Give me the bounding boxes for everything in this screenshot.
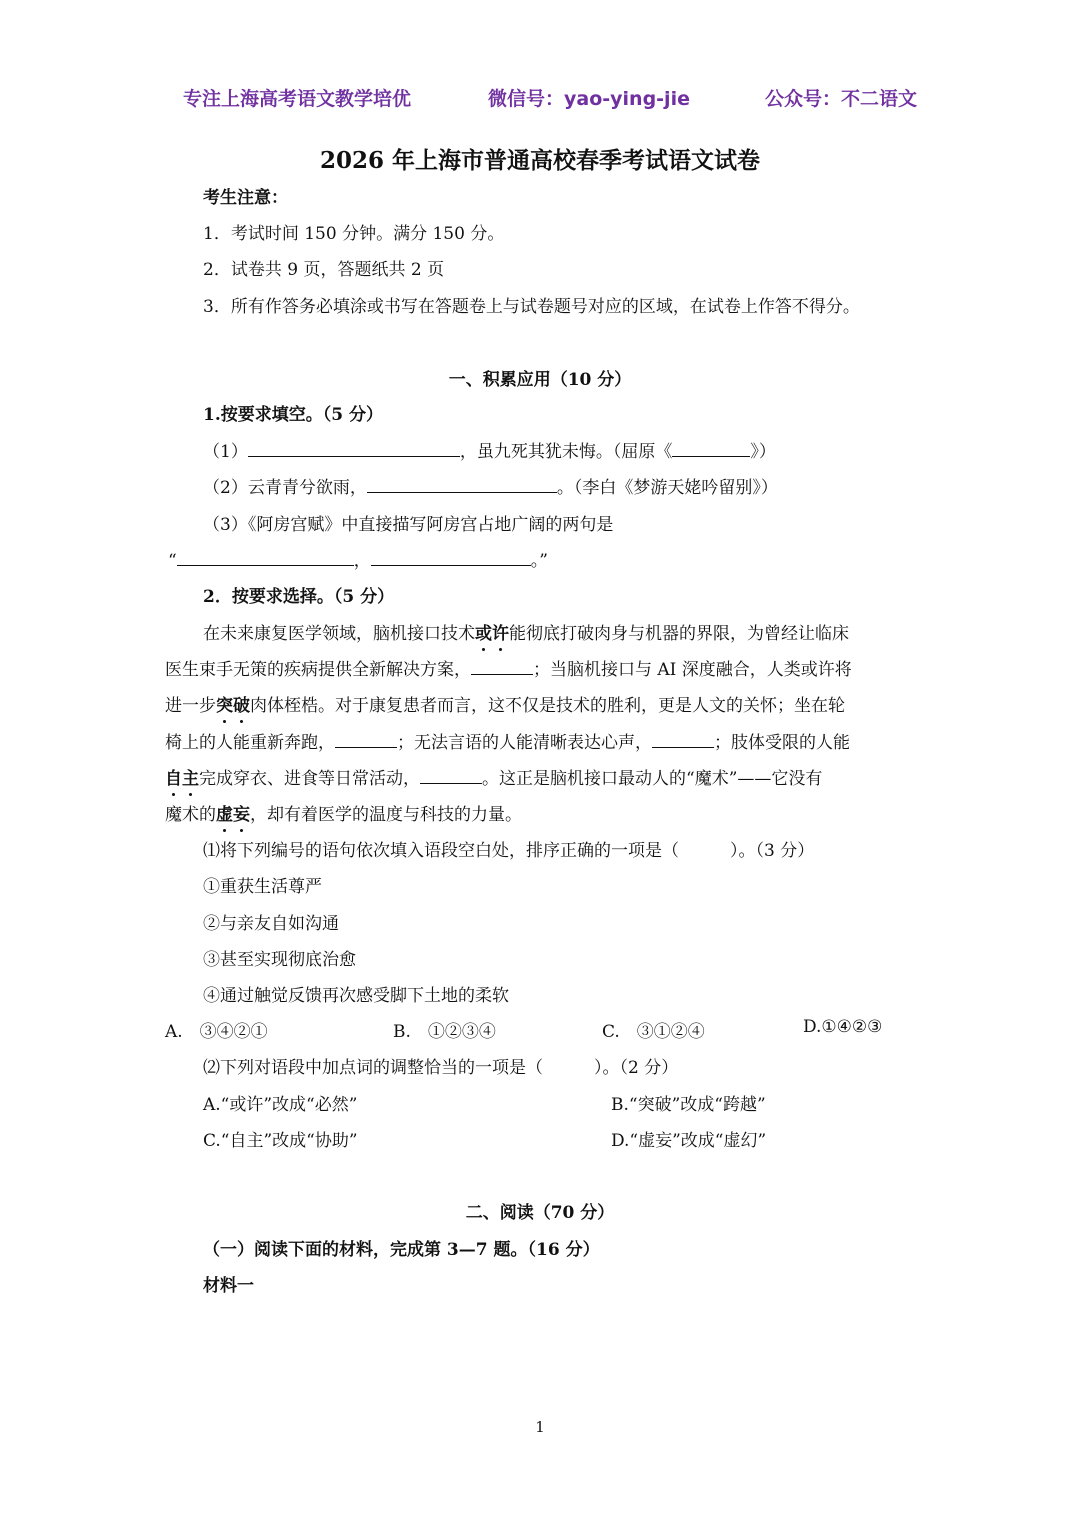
q2-passage-line-6: 魔术的虚妄，却有着医学的温度与科技的力量。 bbox=[165, 805, 522, 825]
answer-blank[interactable] bbox=[471, 657, 533, 675]
notice-item-2: 2．试卷共 9 页，答题纸共 2 页 bbox=[203, 260, 445, 280]
q1-line-3: （3）《阿房宫赋》中直接描写阿房宫占地广阔的两句是 bbox=[203, 515, 614, 535]
q1-line-2: （2）云青青兮欲雨， 。（李白《梦游天姥吟留别》） bbox=[203, 473, 778, 498]
q2-passage-line-3: 进一步突破肉体桎梏。对于康复患者而言，这不仅是技术的胜利，更是人文的关怀；坐在轮 bbox=[165, 696, 845, 716]
option-d[interactable]: D.①④②③ bbox=[803, 1017, 883, 1037]
answer-blank[interactable] bbox=[367, 475, 557, 493]
q2-passage-line-4: 椅上的人能重新奔跑， ；无法言语的人能清晰表达心声， ；肢体受限的人能 bbox=[165, 728, 850, 753]
header-wechat-text: 微信号：yao-ying-jie bbox=[488, 88, 690, 110]
answer-blank[interactable] bbox=[371, 548, 531, 566]
reading-part-1-heading: （一）阅读下面的材料，完成第 3—7 题。（16 分） bbox=[203, 1240, 600, 1260]
sentence-3: ③甚至实现彻底治愈 bbox=[203, 950, 356, 970]
answer-blank[interactable] bbox=[177, 548, 354, 566]
header-left-text: 专注上海高考语文教学培优 bbox=[183, 88, 412, 110]
material-1-label: 材料一 bbox=[203, 1276, 254, 1296]
sub2-option-c[interactable]: C.“自主”改成“协助” bbox=[203, 1131, 358, 1151]
sentence-4: ④通过触觉反馈再次感受脚下土地的柔软 bbox=[203, 986, 509, 1006]
notice-item-3: 3．所有作答务必填涂或书写在答题卷上与试卷题号对应的区域，在试卷上作答不得分。 bbox=[203, 297, 860, 317]
answer-blank[interactable] bbox=[652, 730, 714, 748]
section2-heading: 二、阅读（70 分） bbox=[465, 1203, 615, 1223]
answer-blank[interactable] bbox=[672, 439, 750, 457]
option-b[interactable]: B. ①②③④ bbox=[393, 1022, 496, 1042]
option-c[interactable]: C. ③①②④ bbox=[602, 1022, 705, 1042]
dotted-word-xuwang: 虚妄 bbox=[216, 805, 250, 825]
q2-heading: 2．按要求选择。（5 分） bbox=[203, 587, 395, 607]
answer-blank[interactable] bbox=[420, 766, 482, 784]
answer-blank[interactable] bbox=[335, 730, 397, 748]
sub2-option-d[interactable]: D.“虚妄”改成“虚幻” bbox=[611, 1131, 767, 1151]
sub2-option-b[interactable]: B.“突破”改成“跨越” bbox=[611, 1095, 766, 1115]
q2-passage-line-1: 在未来康复医学领域，脑机接口技术或许能彻底打破肉身与机器的界限，为曾经让临床 bbox=[203, 624, 849, 644]
answer-blank[interactable] bbox=[248, 439, 460, 457]
q2-passage-line-5: 自主完成穿衣、进食等日常活动， 。这正是脑机接口最动人的“魔术”——它没有 bbox=[165, 764, 822, 789]
q2-passage-line-2: 医生束手无策的疾病提供全新解决方案， ；当脑机接口与 AI 深度融合，人类或许将 bbox=[165, 655, 852, 680]
header-account-text: 公众号：不二语文 bbox=[765, 88, 918, 110]
q2-sub1: ⑴将下列编号的语句依次填入语段空白处，排序正确的一项是（ ）。（3 分） bbox=[203, 841, 815, 861]
sentence-1: ①重获生活尊严 bbox=[203, 877, 322, 897]
dotted-word-zizhu: 自主 bbox=[165, 769, 199, 789]
section1-heading: 一、积累应用（10 分） bbox=[448, 370, 632, 390]
dotted-word-tupo: 突破 bbox=[216, 696, 250, 716]
dotted-word-huoxu: 或许 bbox=[475, 624, 509, 644]
sentence-2: ②与亲友自如沟通 bbox=[203, 914, 339, 934]
sub2-option-a[interactable]: A.“或许”改成“必然” bbox=[203, 1095, 358, 1115]
notice-heading: 考生注意： bbox=[203, 188, 288, 208]
q2-sub2: ⑵下列对语段中加点词的调整恰当的一项是（ ）。（2 分） bbox=[203, 1058, 679, 1078]
notice-item-1: 1．考试时间 150 分钟。满分 150 分。 bbox=[203, 224, 505, 244]
exam-title: 2026 年上海市普通高校春季考试语文试卷 bbox=[319, 147, 761, 174]
page-number: 1 bbox=[535, 1418, 545, 1436]
q1-heading: 1.按要求填空。（5 分） bbox=[203, 405, 383, 425]
q1-line-1: （1） ，虽九死其犹未悔。（屈原《 》） bbox=[203, 437, 776, 462]
q1-line-4: “ ， 。” bbox=[168, 546, 548, 571]
option-a[interactable]: A. ③④②① bbox=[165, 1022, 268, 1042]
